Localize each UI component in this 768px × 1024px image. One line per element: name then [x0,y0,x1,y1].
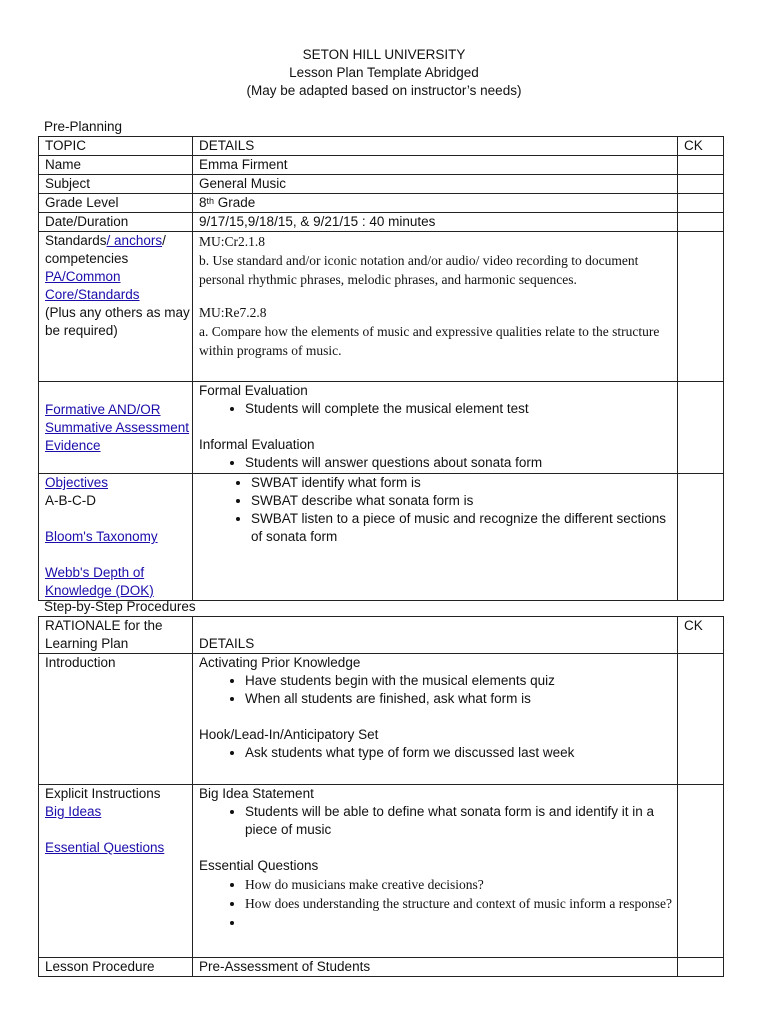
objectives-link[interactable]: Objectives [45,475,109,490]
objectives-value [193,474,678,601]
assessment-value [193,382,678,474]
grade-value [193,194,678,213]
big-idea-item: • Students will be able to define what sonata form is and identify it in a piece of music [245,803,677,839]
grade-label: Grade Level [39,194,193,213]
pa-common-core-link[interactable]: PA/Common Core/Standards [45,269,140,302]
competencies-text: / competencies [45,233,166,266]
explicit-text: Explicit Instructions [45,786,161,801]
document-header [0,46,768,100]
col-rationale: RATIONALE for the Learning Plan [39,617,193,654]
table-row [39,175,724,194]
std1-text: b. Use standard and/or iconic notation and/or audio/ video recording to document personal rhythmic phrases, melodic phrases, and harmonic sequences. [199,253,639,287]
big-idea-heading: Big Idea Statement [199,786,314,801]
table-row [39,654,724,785]
grade-sup: th [206,196,215,206]
intro-heading: Activating Prior Knowledge [199,655,361,670]
table-row [39,785,724,958]
objectives-abcd: A-B-C-D [45,493,96,508]
standards-value [193,232,678,382]
objective-item: • SWBAT listen to a piece of music and recognize the different sections of sonata form [251,510,677,546]
ck-cell [678,958,724,977]
std2-text: a. Compare how the elements of music and expressive qualities relate to the structure within programs of music. [199,324,660,358]
explicit-label [39,785,193,958]
informal-item: • Students will answer questions about sonata form [245,454,677,472]
objective-item: • SWBAT identify what form is [251,474,677,492]
eq-item: • How do musicians make creative decisions? [245,875,677,894]
table-row [39,194,724,213]
lesson-label: Lesson Procedure [39,958,193,977]
name-label: Name [39,156,193,175]
hook-heading: Hook/Lead-In/Anticipatory Set [199,727,379,742]
table-row [39,382,724,474]
subject-value: General Music [193,175,678,194]
col-details: DETAILS [193,137,678,156]
eq-item [245,913,677,932]
objectives-label [39,474,193,601]
blooms-taxonomy-link[interactable]: Bloom's Taxonomy [45,529,158,544]
intro-item: • When all students are finished, ask what form is [245,690,677,708]
preplanning-table [38,136,724,601]
assessment-link[interactable]: Formative AND/OR Summative Assessment Evidence [45,401,190,453]
hook-item: • Ask students what type of form we discussed last week [245,744,677,762]
date-value: 9/17/15,9/18/15, & 9/21/15 : 40 minutes [193,213,678,232]
assessment-label [39,382,193,474]
standards-text: Standards [45,233,107,248]
lesson-value: Pre-Assessment of Students [193,958,678,977]
ck-cell [678,175,724,194]
table-row [39,474,724,601]
university-name: SETON HILL UNIVERSITY [302,47,466,62]
date-label: Date/Duration [39,213,193,232]
ck-cell [678,654,724,785]
grade-num: 8 [199,195,207,210]
col-ck: CK [678,137,724,156]
procedures-table [38,616,724,977]
eq-item: • How does understanding the structure and context of music inform a response? [245,894,677,913]
explicit-value [193,785,678,958]
table-header-row [39,137,724,156]
ck-cell [678,156,724,175]
intro-label: Introduction [39,654,193,785]
preplanning-section-label: Pre-Planning [44,119,123,134]
standards-note: (Plus any others as may be required) [45,305,190,338]
col-details [193,617,678,654]
webbs-dok-link[interactable]: Webb's Depth of Knowledge (DOK) [45,565,154,598]
table-row [39,232,724,382]
template-title: Lesson Plan Template Abridged [289,65,479,80]
standards-label [39,232,193,382]
essential-questions-link[interactable]: Essential Questions [45,840,165,855]
informal-heading: Informal Evaluation [199,437,315,452]
ck-cell [678,785,724,958]
grade-word: Grade [214,195,256,210]
subject-label: Subject [39,175,193,194]
std1-code: MU:Cr2.1.8 [199,234,266,249]
anchors-link[interactable]: / anchors [106,233,163,248]
table-row [39,958,724,977]
ck-cell [678,474,724,601]
ck-cell [678,213,724,232]
table-header-row [39,617,724,654]
name-value: Emma Firment [193,156,678,175]
template-note: (May be adapted based on instructor’s needs) [246,83,522,98]
ck-cell [678,232,724,382]
col-details-text: DETAILS [199,636,255,651]
ck-cell [678,382,724,474]
objective-item: • SWBAT describe what sonata form is [251,492,677,510]
col-topic: TOPIC [39,137,193,156]
formal-heading: Formal Evaluation [199,383,308,398]
intro-item: • Have students begin with the musical elements quiz [245,672,677,690]
procedures-section-label: Step-by-Step Procedures [44,599,196,614]
formal-item: • Students will complete the musical element test [245,400,677,418]
big-ideas-link[interactable]: Big Ideas [45,804,102,819]
ck-cell [678,194,724,213]
table-row [39,213,724,232]
intro-value [193,654,678,785]
eq-heading: Essential Questions [199,858,319,873]
col-ck: CK [678,617,724,654]
std2-code: MU:Re7.2.8 [199,305,267,320]
table-row [39,156,724,175]
